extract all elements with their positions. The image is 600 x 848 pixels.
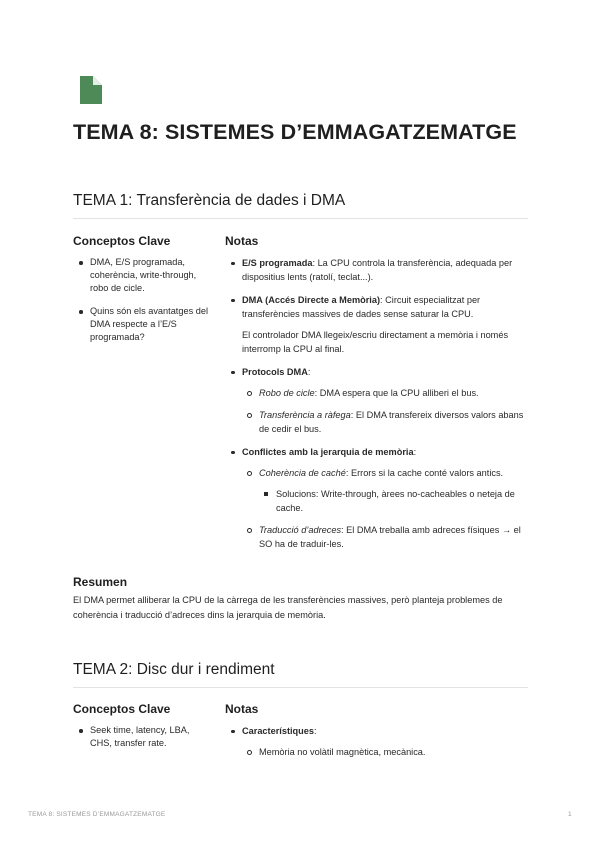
list-item: Seek time, latency, LBA, CHS, transfer rate.	[73, 724, 213, 750]
sub-sub-list-item: Solucions: Write-through, àrees no-cacheables o neteja de cache.	[259, 487, 530, 515]
list-item	[225, 365, 530, 436]
key-concepts-list	[73, 256, 213, 344]
sub-list-item	[242, 408, 530, 436]
note-label: DMA (Accés Directe a Memòria)	[242, 295, 381, 305]
page-number: 1	[568, 811, 572, 818]
note-text: : El DMA transfereix diversos valors abans de cedir el bus.	[259, 410, 524, 434]
list-item	[225, 256, 530, 284]
note-paragraph: El controlador DMA llegeix/escriu directament a memòria i només interromp la CPU al final.	[242, 330, 509, 354]
note-text: : Errors si la cache conté valors antics.	[345, 468, 504, 478]
sub-list	[242, 386, 530, 436]
sub-list-item: Memòria no volàtil magnètica, mecànica.	[242, 745, 530, 759]
note-label: Característiques	[242, 726, 315, 736]
note-term: Coherència de caché	[259, 468, 346, 478]
list-item	[225, 445, 530, 551]
note-term: Robo de cicle	[259, 388, 315, 398]
page-title: TEMA 8: SISTEMES D’EMMAGATZEMATGE	[73, 120, 517, 144]
sub-sub-list	[259, 487, 530, 515]
notes-list	[225, 724, 530, 759]
sub-list-item	[242, 386, 530, 400]
note-text: : DMA espera que la CPU alliberi el bus.	[314, 388, 479, 398]
note-label: Protocols DMA	[242, 367, 308, 377]
note-term: Transferència a ràfega	[259, 410, 351, 420]
sub-list	[242, 745, 530, 759]
key-concepts-column	[73, 234, 213, 354]
note-term: Traducció d’adreces	[259, 525, 342, 535]
section-heading-tema-2: TEMA 2: Disc dur i rendiment	[73, 661, 528, 688]
footer-title: TEMA 8: SISTEMES D’EMMAGATZEMATGE	[28, 811, 166, 818]
key-concepts-title: Conceptos Clave	[73, 702, 171, 716]
note-text: : La CPU controla la transferència, adequada per dispositius lents (ratolí, teclat...).	[242, 258, 513, 282]
key-concepts-list	[73, 724, 213, 750]
note-text: :	[413, 447, 417, 457]
list-item: DMA, E/S programada, coherència, write-through, robo de cicle.	[73, 256, 213, 295]
document-icon	[80, 76, 102, 104]
sub-list	[242, 466, 530, 551]
summary-text: El DMA permet alliberar la CPU de la càrrega de les transferències massives, però planteja problemes de coherència i traducció d’adreces dins la jerarquia de memòria.	[73, 595, 503, 620]
note-text: :	[314, 726, 317, 736]
key-concepts-title: Conceptos Clave	[73, 234, 171, 248]
section-heading-tema-1: TEMA 1: Transferència de dades i DMA	[73, 192, 528, 219]
notes-column	[225, 702, 530, 768]
note-text: : El DMA treballa amb adreces físiques → el SO ha de traduir-les.	[259, 525, 521, 549]
notes-column	[225, 234, 530, 560]
sub-list-item	[242, 523, 530, 551]
summary-title: Resumen	[73, 575, 128, 589]
note-label: E/S programada	[242, 258, 313, 268]
list-item	[225, 293, 530, 356]
note-text: :	[307, 367, 311, 377]
summary-block	[73, 575, 528, 623]
notes-list	[225, 256, 530, 551]
list-item	[225, 724, 530, 759]
notes-title: Notas	[225, 234, 259, 248]
sub-list-item	[242, 466, 530, 515]
list-item: Quins són els avantatges del DMA respecte a l’E/S programada?	[73, 305, 213, 344]
notes-title: Notas	[225, 702, 259, 716]
note-text: : Circuit especialitzat per transferències massives de dades sense saturar la CPU.	[242, 295, 481, 319]
note-label: Conflictes amb la jerarquia de memòria	[242, 447, 414, 457]
key-concepts-column	[73, 702, 213, 760]
